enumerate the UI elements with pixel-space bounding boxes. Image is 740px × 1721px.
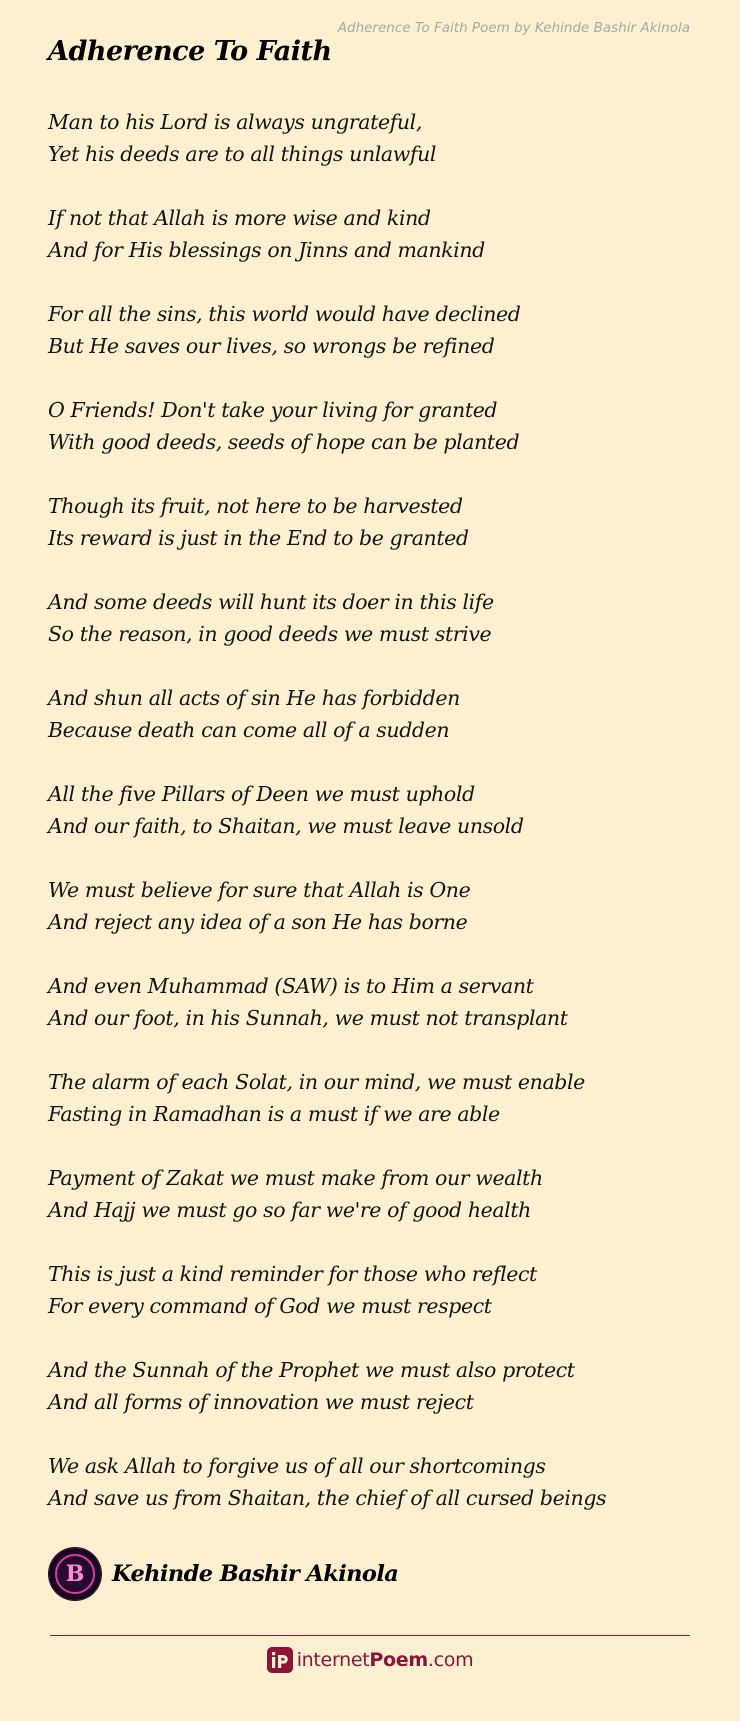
author-avatar[interactable]	[49, 1548, 101, 1600]
poem-line: For every command of God we must respect	[48, 1294, 492, 1318]
poem-line: But He saves our lives, so wrongs be refined	[48, 334, 495, 358]
poem-line: So the reason, in good deeds we must strive	[48, 622, 492, 646]
poem-line: And all forms of innovation we must reject	[48, 1390, 474, 1414]
poem-line: Because death can come all of a sudden	[48, 718, 450, 742]
stanza	[48, 298, 708, 362]
poem-line: And the Sunnah of the Prophet we must also protect	[48, 1358, 575, 1382]
poem-line: And our foot, in his Sunnah, we must not transplant	[48, 1006, 568, 1030]
poem-line: And shun all acts of sin He has forbidden	[48, 686, 460, 710]
logo-prefix: internet	[296, 1649, 370, 1671]
logo-bold: Poem	[369, 1649, 428, 1671]
stanza	[48, 394, 708, 458]
poem-line: Its reward is just in the End to be granted	[48, 526, 469, 550]
poem-line: And save us from Shaitan, the chief of all cursed beings	[48, 1486, 607, 1510]
stanza	[48, 1450, 708, 1514]
poem-line: And Hajj we must go so far we're of good health	[48, 1198, 531, 1222]
poem-line: Fasting in Ramadhan is a must if we are able	[48, 1102, 500, 1126]
poem-line: We must believe for sure that Allah is One	[48, 878, 471, 902]
ip-logo-icon	[267, 1647, 293, 1673]
site-logo[interactable]	[0, 1647, 740, 1673]
poem-line: And our faith, to Shaitan, we must leave unsold	[48, 814, 524, 838]
stanza	[48, 1258, 708, 1322]
footer-divider	[50, 1635, 690, 1636]
poem-line: This is just a kind reminder for those who reflect	[48, 1262, 537, 1286]
poem-line: The alarm of each Solat, in our mind, we must enable	[48, 1070, 585, 1094]
stanza	[48, 202, 708, 266]
stanza	[48, 682, 708, 746]
poem-line: All the five Pillars of Deen we must uphold	[48, 782, 475, 806]
poem-title: Adherence To Faith	[48, 36, 332, 67]
poem-line: For all the sins, this world would have declined	[48, 302, 521, 326]
poem-line: Payment of Zakat we must make from our wealth	[48, 1166, 543, 1190]
stanza	[48, 970, 708, 1034]
stanza	[48, 1066, 708, 1130]
poem-line: If not that Allah is more wise and kind	[48, 206, 431, 230]
header-credit: Adherence To Faith Poem by Kehinde Bashir Akinola	[337, 20, 690, 36]
poem-line: And some deeds will hunt its doer in this life	[48, 590, 494, 614]
site-logo-text	[297, 1649, 474, 1671]
poem-line: We ask Allah to forgive us of all our shortcomings	[48, 1454, 546, 1478]
stanza	[48, 1354, 708, 1418]
stanza	[48, 490, 708, 554]
stanza	[48, 874, 708, 938]
poem-line: Though its fruit, not here to be harvested	[48, 494, 463, 518]
avatar-letter: B	[65, 1561, 85, 1587]
poem-body	[48, 106, 708, 1546]
stanza	[48, 778, 708, 842]
poem-line: Yet his deeds are to all things unlawful	[48, 142, 437, 166]
poem-line: And reject any idea of a son He has borne	[48, 910, 468, 934]
logo-suffix: .com	[427, 1649, 474, 1671]
poem-line: And for His blessings on Jinns and mankind	[48, 238, 485, 262]
stanza	[48, 1162, 708, 1226]
author-block[interactable]	[49, 1548, 398, 1600]
stanza	[48, 106, 708, 170]
stanza	[48, 586, 708, 650]
author-name[interactable]: Kehinde Bashir Akinola	[112, 1561, 399, 1587]
poem-line: And even Muhammad (SAW) is to Him a servant	[48, 974, 534, 998]
poem-line: O Friends! Don't take your living for granted	[48, 398, 498, 422]
poem-line: With good deeds, seeds of hope can be planted	[48, 430, 520, 454]
poem-line: Man to his Lord is always ungrateful,	[48, 110, 422, 134]
